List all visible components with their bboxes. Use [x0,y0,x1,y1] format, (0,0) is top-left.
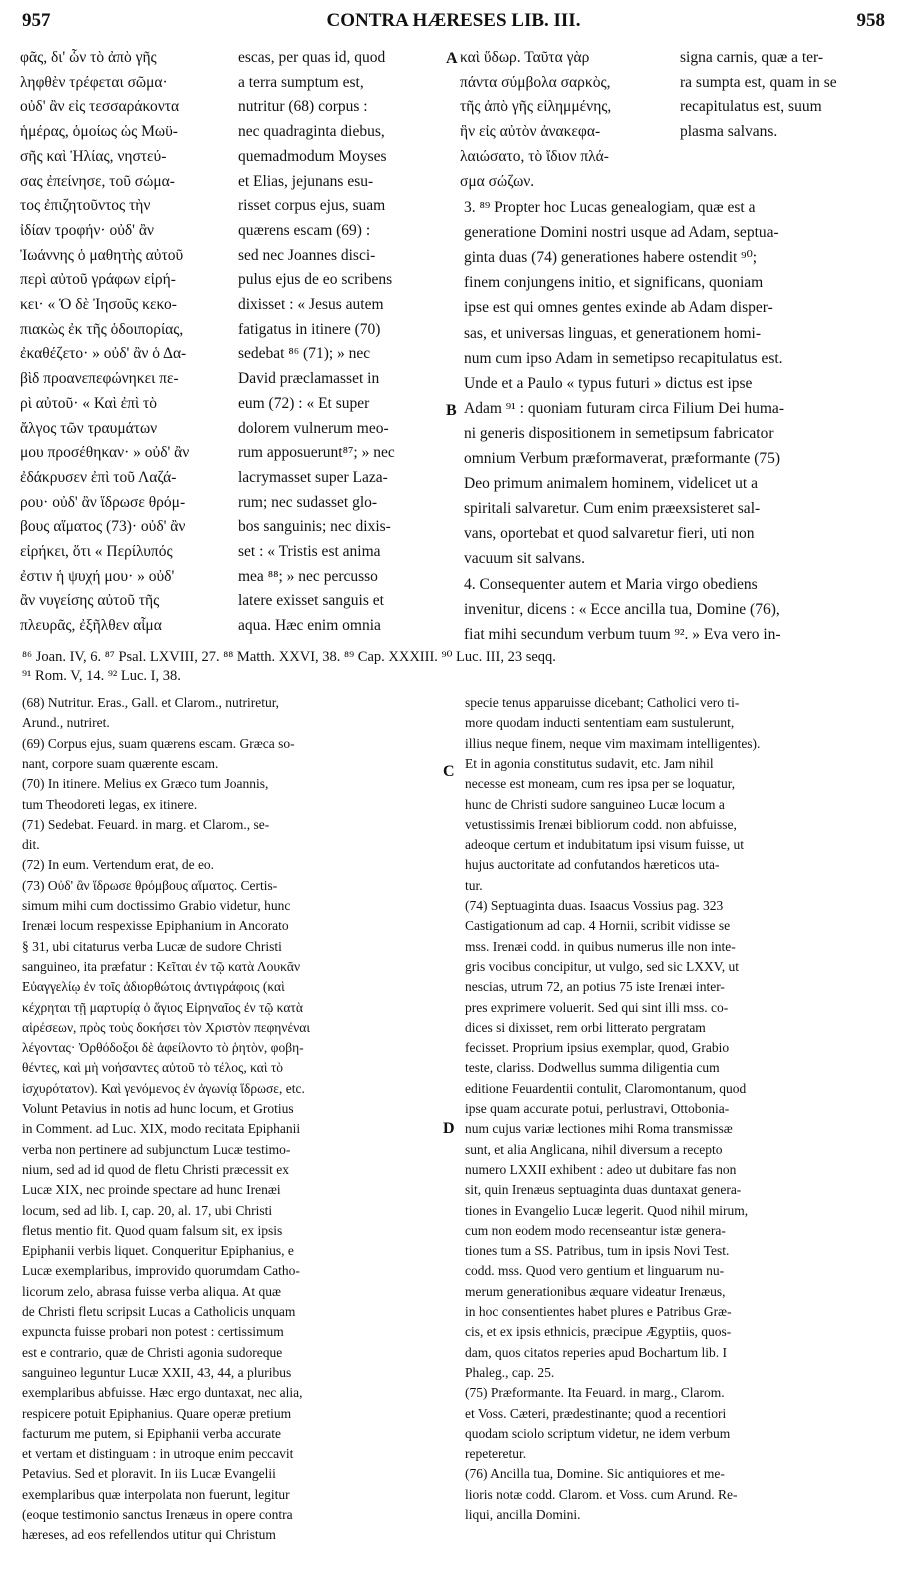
note-line: more quodam inducti sententiam eam sustulerunt, [465,715,735,731]
greek-text-line: ἰδίαν τροφήν· οὐδ' ἂν [20,221,154,239]
note-line: (68) Nutritur. Eras., Gall. et Clarom., nutriretur, [22,695,280,710]
greek-text-line: οὐδ' ἂν εἰς τεσσαράκοντα [20,98,180,116]
body-text-line: vacuum sit salvans. [464,550,585,568]
latin-text-line: sed nec Joannes disci- [238,246,376,264]
greek-text-line: ἐδάκρυσεν ἐπὶ τοῦ Λαζά- [20,468,177,486]
greek-text-line: ρὶ αὐτοῦ· « Καὶ ἐπὶ τὸ [20,394,158,412]
note-line: fecisset. Proprium ipsius exemplar, quod, Grabio [465,1040,730,1056]
note-line: hunc de Christi sudore sanguineo Lucæ locum a [465,796,725,812]
body-text-line: Deo primum animalem hominem, videlicet ut a [464,475,758,493]
greek-text-line: βους αἵματος (73)· οὐδ' ἂν [20,518,186,536]
body-text-line: ni generis dispositionem in semetipsum fabricator [464,424,774,442]
note-line: vetustissimis Irenæi bibliorum codd. non abfuisse, [465,816,737,832]
note-line: licorum zelo, abrasa fuisse verba aliqua. At quæ [22,1283,282,1299]
latin-text-line: latere exisset sanguis et [238,592,384,610]
note-line: cum non eodem modo recenseantur istæ genera- [465,1222,726,1238]
body-text-line: spiritali salvaretur. Cum enim præexsisteret sal- [464,500,761,518]
body-text-line: fiat mihi secundum verbum tuum ⁹². » Eva vero in- [464,625,781,643]
note-line: exemplaribus quæ interpolata non fuerunt, legitur [22,1486,290,1502]
note-line: cis, et ex ipsis ethnicis, præcipue Ægyptiis, quos- [465,1324,732,1340]
note-line: expuncta fuisse probari non potest : certissimum [22,1324,284,1340]
margin-marker-c: C [443,763,455,780]
body-text-line: Unde et a Paulo « typus futuri » dictus est ipse [464,374,753,392]
greek-text-line: τος ἐπιζητοῦντος τὴν [20,197,151,215]
note-line: est e contrario, quæ de Christi agonia sudoreque [22,1344,283,1360]
note-line: tiones tum a SS. Patribus, tum in ipsis Novi Test. [465,1243,730,1259]
latin-text-line: rum; nec sudasset glo- [238,493,378,511]
note-line: illius neque finem, neque vim maximam intelligentes). [465,735,761,751]
greek-text-line: ἄλγος τῶν τραυμάτων [20,419,158,437]
note-line: (73) Οὐδ' ἂν ἵδρωσε θρόμβους αἵματος. Certis- [22,877,278,893]
citation-footnote: ⁸⁶ Joan. IV, 6. ⁸⁷ Psal. LXVIII, 27. ⁸⁸ Matth. XXVI, 38. ⁸⁹ Cap. XXXIII. ⁹⁰ Luc. III, 23 seqq. [22,649,556,665]
note-line: Εὐαγγελίῳ ἐν τοῖς ἀδιορθώτοις ἀντιγράφοις (καὶ [22,979,285,995]
note-line: Arund., nutriret. [22,715,110,731]
latin-text-line: pulus ejus de eo scribens [238,271,393,289]
greek-text-line: ἡμέρας, ὁμοίως ὡς Μωϋ- [20,123,178,141]
left-page-number: 957 [22,10,51,31]
note-line: mss. Irenæi codd. in quibus numerus ille non inte- [465,938,736,954]
note-line: fletus mentio fit. Quod quam falsum sit, ex ipsis [22,1222,283,1238]
latin-text-line: quærens escam (69) : [238,221,371,239]
note-line: necesse est moneam, cum res ipsa per se loquatur, [465,776,736,792]
note-line: exemplaribus abfuisse. Hæc ergo duntaxat, nec alia, [22,1385,303,1401]
latin-text-line: risset corpus ejus, suam [238,197,386,215]
latin-text-line: bos sanguinis; nec dixis- [238,518,391,536]
body-text-line: num cum ipso Adam in semetipso recapitulatus est. [464,349,783,367]
body-text-line: invenitur, dicens : « Ecce ancilla tua, Domine (76), [464,600,780,618]
note-line: Volunt Petavius in notis ad hunc locum, et Grotius [22,1101,294,1116]
note-line: Castigationum ad cap. 4 Hornii, scribit vidisse se [465,918,731,934]
note-line: (eoque testimonio sanctus Irenæus in opere contra [22,1507,293,1522]
note-line: codd. mss. Quod vero gentium et linguarum nu- [465,1263,725,1279]
margin-marker-d: D [443,1120,455,1137]
greek-text-line: φᾶς, δι' ὧν τὸ ἀπὸ γῆς [20,49,157,66]
greek-text-line: σμα σώζων. [460,172,535,190]
greek-text-line: σῆς καὶ Ἡλίας, νηστεύ- [20,147,167,165]
note-line: κέχρηται τῇ μαρτυρίᾳ ὁ ἅγιος Εἰρηναῖος ἐν τῷ κατὰ [22,999,303,1015]
greek-text-line: ληφθὲν τρέφεται σῶμα· [20,73,168,91]
note-line: hæreses, ad eos refellendos utitur qui Christum [22,1527,276,1543]
latin-text-line: ra sumpta est, quam in se [680,73,837,91]
note-line: (71) Sedebat. Feuard. in marg. et Clarom., se- [22,816,270,832]
note-line: (74) Septuaginta duas. Isaacus Vossius pag. 323 [465,898,724,913]
note-line: hujus auctoritate ad confutandos hæreticos uta- [465,857,720,873]
latin-text-line: a terra sumptum est, [238,73,364,91]
note-line: dam, quos citatos reperies apud Bochartum lib. I [465,1344,728,1360]
note-line: nant, corpore suam quærente escam. [22,755,219,771]
greek-text-line: σας ἐπείνησε, τοῦ σώμα- [20,172,175,190]
greek-text-line: εἰρήκει, ὅτι « Περίλυπός [20,543,173,560]
latin-text-line: escas, per quas id, quod [238,49,386,66]
note-line: (76) Ancilla tua, Domine. Sic antiquiores et me- [465,1466,725,1482]
body-text-line: sas, et universas linguas, et generationem homi- [464,324,762,342]
citation-footnote: ⁹¹ Rom. V, 14. ⁹² Luc. I, 38. [22,668,181,684]
note-line: dit. [22,837,40,853]
latin-text-line: nec quadraginta diebus, [238,123,385,141]
note-line: sunt, et alia Anglicana, nihil diversum a recepto [465,1141,723,1157]
note-line: lioris notæ codd. Clarom. et Voss. cum Arund. Re- [465,1486,738,1502]
body-text-line: finem conjungens initio, et significans, quoniam [464,274,764,292]
note-line: liqui, ancilla Domini. [465,1507,581,1522]
latin-text-line: recapitulatus est, suum [680,98,822,116]
latin-text-line: sedebat ⁸⁶ (71); » nec [238,345,371,363]
margin-marker-a: A [446,50,458,67]
greek-text-line: ἂν νυγείσης αὐτοῦ τῆς [20,592,160,610]
note-line: (69) Corpus ejus, suam quærens escam. Græca so- [22,735,295,751]
note-line: in Comment. ad Luc. XIX, modo recitata Epiphanii [22,1121,301,1137]
note-line: numero LXXII exhibent : adeo ut dubitare fas non [465,1161,737,1177]
note-line: tiones in Evangelio Lucæ legerit. Quod nihil mirum, [465,1202,749,1218]
note-line: quodam sciolo scriptum videtur, ne idem verbum [465,1425,731,1441]
running-title: CONTRA HÆRESES LIB. III. [326,10,581,31]
note-line: § 31, ubi citaturus verba Lucæ de sudore Christi [22,938,282,954]
greek-text-line: λαιώσατο, τὸ ἴδιον πλά- [460,147,609,165]
latin-text-line: dolorem vulnerum meo- [238,419,389,437]
note-line: specie tenus apparuisse dicebant; Catholici vero ti- [465,695,740,710]
note-line: et Voss. Cæteri, prædestinante; quod a recentiori [465,1405,727,1421]
body-text-line: omnium Verbum præformaverat, præformante (75) [464,450,781,467]
note-line: (70) In itinere. Melius ex Græco tum Joannis, [22,776,269,792]
greek-text-line: ἣν εἰς αὐτὸν ἀνακεφα- [460,123,601,141]
note-line: gris vocibus concipitur, ut vulgo, sed sic LXXV, ut [465,958,740,974]
note-line: ἰσχυρότατον). Καὶ γενόμενος ἐν ἀγωνίᾳ ἵδρωσε, etc. [22,1080,305,1096]
note-line: facturum me putem, si Epiphanii verba accurate [22,1425,282,1441]
note-line: sanguineo, ita præfatur : Κεῖται ἐν τῷ κατὰ Λουκᾶν [22,958,301,974]
note-line: Phaleg., cap. 25. [465,1364,555,1380]
body-text-line: vans, oportebat et quod salvaretur fieri, uti non [464,525,755,543]
note-line: simum mihi cum doctissimo Grabio videtur, hunc [22,898,291,913]
note-line: adeoque certum et indubitatum ipsi visum fuisse, ut [465,837,744,853]
greek-text-line: ἐστιν ἡ ψυχή μου· » οὐδ' [20,567,175,585]
latin-text-line: fatigatus in itinere (70) [238,320,381,338]
note-line: tum Theodoreti legas, ex itinere. [22,796,198,812]
latin-text-line: David præclamasset in [238,370,380,388]
note-line: locum, sed ad lib. I, cap. 20, al. 17, ubi Christi [22,1202,273,1218]
note-line: de Christi fletu scripsit Lucas a Catholicis unquam [22,1304,296,1319]
latin-text-line: lacrymasset super Laza- [238,468,388,486]
greek-text-line: πλευρᾶς, ἐξῆλθεν αἷμα [20,617,162,635]
greek-text-line: μου προσέθηκαν· » οὐδ' ἂν [20,444,190,462]
note-line: teste, clariss. Dodwellus summa diligentia cum [465,1060,720,1076]
latin-text-line: plasma salvans. [680,123,778,141]
greek-text-line: ρου· οὐδ' ἂν ἵδρωσε θρόμ- [20,493,186,511]
note-line: dices si dixisset, rem orbi litterato pergratam [465,1019,706,1035]
note-line: ipse quam accurate potui, perlustravi, Ottobonia- [465,1101,730,1116]
right-page-number: 958 [856,10,885,31]
greek-text-line: βὶδ προανεπεφώνηκει πε- [20,370,179,388]
greek-text-line: πάντα σύμβολα σαρκὸς, [460,73,611,91]
body-text-line: generatione Domini nostri usque ad Adam, septua- [464,224,779,242]
note-line: sit, quin Irenæus septuaginta duas duntaxat genera- [465,1182,742,1198]
note-line: pres exprimere voluerit. Sed qui sint illi mss. co- [465,999,729,1015]
greek-text-line: περὶ αὐτοῦ γράφων εἰρή- [20,271,176,289]
latin-text-line: mea ⁸⁸; » nec percusso [238,567,378,585]
greek-text-line: τῆς ἀπὸ γῆς εἰλημμένης, [460,98,612,116]
latin-text-line: signa carnis, quæ a ter- [680,49,824,66]
margin-marker-b: B [446,402,457,419]
note-line: verba non pertinere ad subjunctum Lucæ testimo- [22,1141,291,1157]
body-text-line: Adam ⁹¹ : quoniam futuram circa Filium Dei huma- [464,399,784,417]
greek-text-line: πιακὼς ἐκ τῆς ὁδοιπορίας, [20,320,184,338]
greek-text-line: κει· « Ὁ δὲ Ἰησοῦς κεκο- [20,296,177,313]
note-line: merum generationibus æquare videatur Irenæus, [465,1283,726,1299]
note-line: repeteretur. [465,1446,527,1462]
note-line: θέντες, καὶ μὴ νοήσαντες αὐτοῦ τὸ τέλος, καὶ τὸ [22,1060,284,1076]
note-line: (75) Præformante. Ita Feuard. in marg., Clarom. [465,1385,725,1401]
note-line: αἱρέσεων, πρὸς τοὺς δοκήσει τὸν Χριστὸν πεφηνέναι [22,1019,310,1035]
body-text-line: 4. Consequenter autem et Maria virgo obediens [464,575,758,593]
greek-text-line: καὶ ὕδωρ. Ταῦτα γὰρ [460,49,590,66]
note-line: Epiphanii verbis liquet. Conqueritur Epiphanius, e [22,1243,294,1259]
latin-text-line: rum apposuerunt⁸⁷; » nec [238,444,395,462]
body-text-line: ipse est qui omnes gentes exinde ab Adam disper- [464,299,773,317]
latin-text-line: nutritur (68) corpus : [238,98,368,116]
note-line: λέγοντας· Ὀρθόδοξοι δὲ ἀφείλοντο τὸ ῥητὸν, φοβη- [22,1040,304,1056]
note-line: tur. [465,877,483,893]
note-line: Et in agonia constitutus sudavit, etc. Jam nihil [465,755,714,771]
note-line: Petavius. Sed et ploravit. In iis Lucæ Evangelii [22,1466,276,1482]
note-line: et vertam et distinguam : in utroque enim peccavit [22,1446,294,1462]
note-line: num cujus variæ lectiones mihi Roma transmissæ [465,1121,733,1137]
note-line: Lucæ exemplaribus, improvido quorumdam Catho- [22,1263,300,1279]
body-text-line: 3. ⁸⁹ Propter hoc Lucas genealogiam, quæ est a [464,199,756,216]
greek-text-line: ἐκαθέζετο· » οὐδ' ἂν ὁ Δα- [20,345,187,363]
latin-text-line: aqua. Hæc enim omnia [238,617,381,635]
body-text-line: ginta duas (74) generationes habere ostendit ⁹⁰; [464,249,758,267]
note-line: in hoc consentientes habet plures e Patribus Græ- [465,1304,732,1319]
latin-text-line: quemadmodum Moyses [238,147,387,165]
latin-text-line: eum (72) : « Et super [238,394,370,412]
note-line: editione Feuardentii contulit, Claromontanum, quod [465,1080,747,1096]
greek-text-line: Ἰωάννης ὁ μαθητὴς αὐτοῦ [20,246,184,264]
latin-text-line: et Elias, jejunans esu- [238,172,374,190]
note-line: Lucæ XIX, nec proinde spectare ad hunc Irenæi [22,1182,281,1198]
note-line: Irenæi locum respexisse Epiphanium in Ancorato [22,918,289,934]
note-line: nium, sed ad id quod de fletu Christi præcessit ex [22,1161,289,1177]
note-line: respicere potuit Epiphanius. Quare operæ pretium [22,1405,292,1421]
note-line: nescias, utrum 72, an potius 75 iste Irenæi inter- [465,979,725,995]
note-line: sanguineo leguntur Lucæ XXII, 43, 44, a pluribus [22,1364,292,1380]
latin-text-line: set : « Tristis est anima [238,543,381,560]
latin-text-line: dixisset : « Jesus autem [238,296,384,313]
note-line: (72) In eum. Vertendum erat, de eo. [22,857,215,873]
